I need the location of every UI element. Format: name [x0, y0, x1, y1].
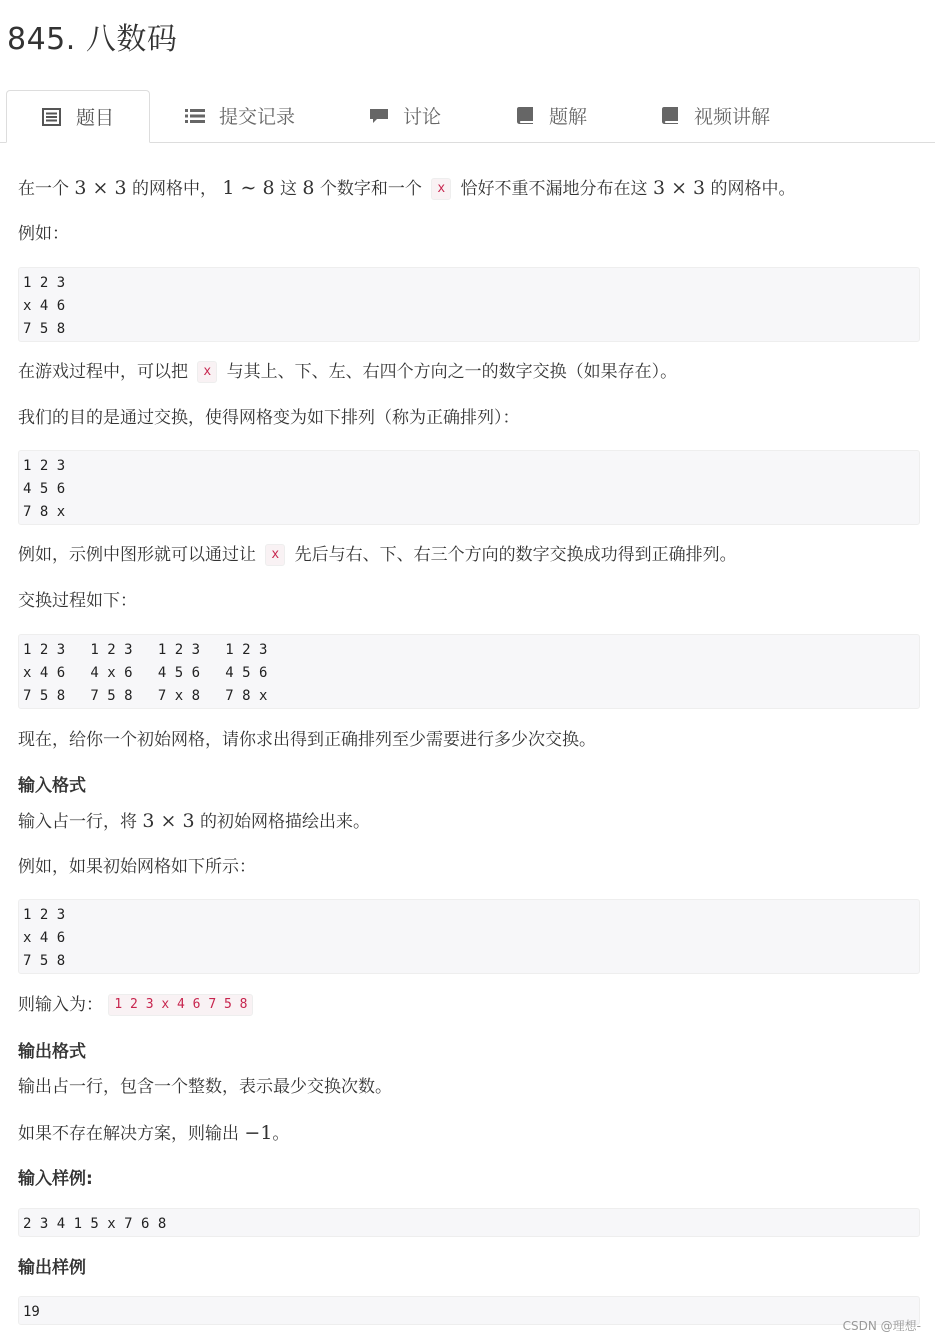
text: 例如，示例中图形就可以通过让 — [18, 545, 256, 565]
text: 输入占一行，将 — [18, 812, 137, 832]
inline-code: x — [431, 178, 451, 200]
inline-code: 1 2 3 x 4 6 7 5 8 — [108, 994, 253, 1016]
tab-label: 视频讲解 — [694, 106, 771, 128]
tab-submissions[interactable] — [185, 90, 295, 141]
code-block-example: 1 2 3 x 4 6 7 5 8 — [18, 267, 920, 342]
text: 的网格中。 — [710, 179, 796, 199]
inline-code: x — [265, 544, 285, 566]
math-expression: 3 × 3 — [74, 177, 127, 199]
watermark: CSDN @理想- — [842, 1319, 921, 1333]
process-label: 交换过程如下： — [18, 591, 137, 611]
code-block-sample-input: 2 3 4 1 5 x 7 6 8 — [18, 1208, 920, 1237]
tab-label: 题目 — [75, 107, 114, 129]
text: 这 — [280, 179, 297, 199]
task-paragraph: 现在，给你一个初始网格，请你求出得到正确排列至少需要进行多少次交换。 — [18, 730, 596, 750]
input-example-text: 例如，如果初始网格如下所示： — [18, 857, 256, 877]
text: 的网格中， — [132, 179, 217, 199]
sample-output-heading: 输出样例 — [18, 1258, 86, 1278]
demo-paragraph — [18, 543, 737, 567]
tab-video[interactable] — [660, 90, 770, 141]
intro-paragraph — [18, 176, 796, 201]
math-expression: −1 — [244, 1122, 273, 1144]
inline-code: x — [197, 361, 217, 383]
text: 的初始网格描绘出来。 — [200, 812, 370, 832]
example-label: 例如： — [18, 224, 69, 244]
sample-input-heading: 输入样例: — [18, 1169, 93, 1189]
no-solution-paragraph — [18, 1121, 289, 1146]
list-box-icon — [42, 107, 62, 127]
text: 先后与右、下、右三个方向的数字交换成功得到正确排列。 — [294, 545, 737, 565]
output-format-heading: 输出格式 — [18, 1042, 86, 1062]
text: 在游戏过程中，可以把 — [18, 362, 188, 382]
tab-label: 提交记录 — [219, 106, 296, 128]
code-block-goal: 1 2 3 4 5 6 7 8 x — [18, 450, 920, 525]
tab-problem[interactable] — [6, 90, 150, 143]
input-format-paragraph — [18, 809, 370, 834]
code-block-sample-output: 19 — [18, 1296, 920, 1325]
tab-bar — [0, 90, 935, 143]
code-block-input-example: 1 2 3 x 4 6 7 5 8 — [18, 899, 920, 974]
output-format-paragraph: 输出占一行，包含一个整数，表示最少交换次数。 — [18, 1077, 392, 1097]
tab-label: 讨论 — [403, 106, 442, 128]
tab-label: 题解 — [549, 106, 588, 128]
then-input-paragraph — [18, 993, 257, 1017]
list-icon — [185, 106, 205, 126]
text: 恰好不重不漏地分布在这 — [460, 179, 648, 199]
comment-icon — [369, 106, 389, 126]
math-expression: 3 × 3 — [142, 810, 195, 832]
text: 则输入为： — [18, 995, 103, 1015]
text: 在一个 — [18, 179, 69, 199]
text: 。 — [272, 1124, 290, 1144]
math-expression: 8 — [302, 177, 315, 199]
text: 与其上、下、左、右四个方向之一的数字交换（如果存在）。 — [226, 362, 678, 382]
input-format-heading: 输入格式 — [18, 776, 86, 796]
text: 如果不存在解决方案，则输出 — [18, 1124, 239, 1144]
tab-discussion[interactable] — [369, 90, 441, 141]
book-icon — [515, 106, 535, 126]
goal-paragraph: 我们的目的是通过交换，使得网格变为如下排列（称为正确排列）： — [18, 408, 520, 428]
text: 个数字和一个 — [319, 179, 422, 199]
tab-solutions[interactable] — [515, 90, 587, 141]
page-title: 845. 八数码 — [7, 22, 178, 57]
math-expression: 3 × 3 — [652, 177, 706, 199]
code-block-process: 1 2 3 1 2 3 1 2 3 1 2 3 x 4 6 4 x 6 4 5 6 4 5 6 7 5 8 7 5 8 7 x 8 7 8 x — [18, 634, 920, 709]
move-rule-paragraph — [18, 360, 677, 384]
book-icon — [660, 106, 680, 126]
math-expression: 1 ∼ 8 — [222, 177, 275, 199]
